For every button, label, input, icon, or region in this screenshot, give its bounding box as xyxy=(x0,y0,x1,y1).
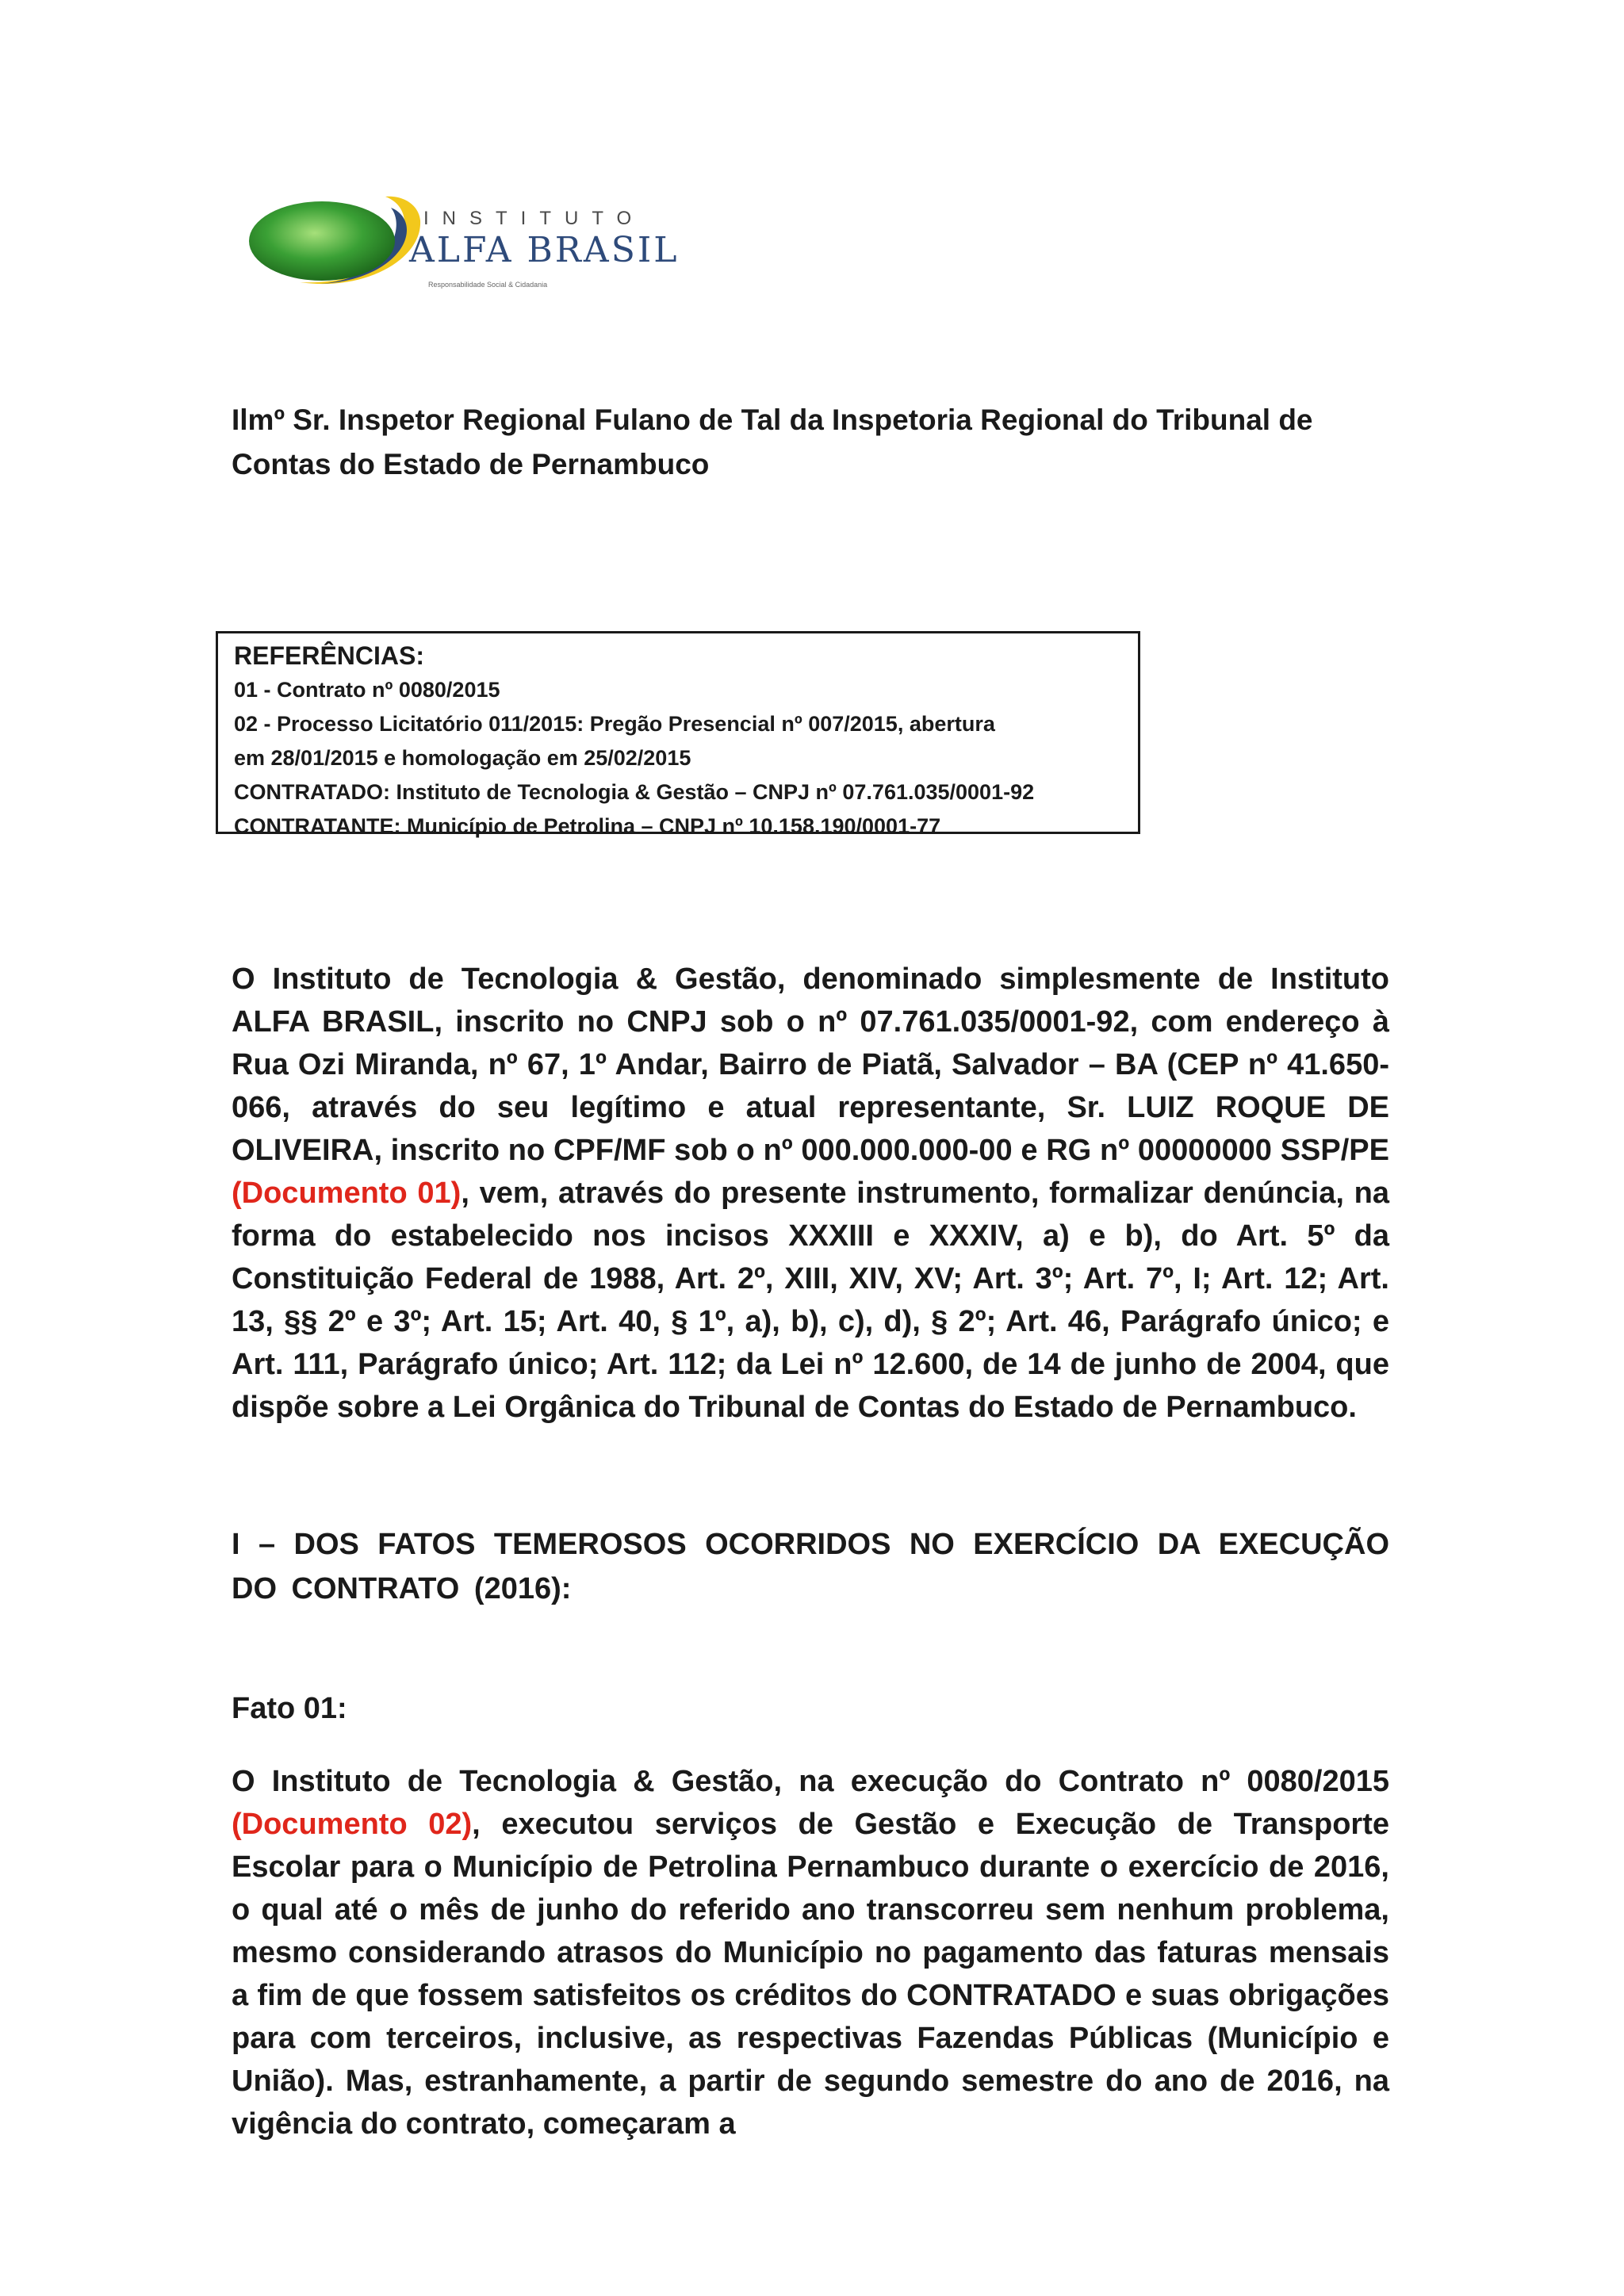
fact-title: Fato 01: xyxy=(232,1692,347,1725)
section-heading: I – DOS FATOS TEMEROSOS OCORRIDOS NO EXERCÍCIO DA EXECUÇÃO DO CONTRATO (2016): xyxy=(232,1528,1389,1605)
reference-line: em 28/01/2015 e homologação em 25/02/2015 xyxy=(234,746,691,770)
reference-line: 02 - Processo Licitatório 011/2015: Pregão Presencial nº 007/2015, abertura xyxy=(234,712,995,736)
reference-line: 01 - Contrato nº 0080/2015 xyxy=(234,678,500,702)
institute-logo xyxy=(244,189,688,300)
document-02-reference: (Documento 02) xyxy=(232,1808,473,1841)
references-box xyxy=(216,631,1140,838)
document-01-reference: (Documento 01) xyxy=(232,1177,462,1210)
globe-swoosh-icon xyxy=(244,189,427,300)
salutation: Ilmº Sr. Inspetor Regional Fulano de Tal da Inspetoria Regional do Tribunal de Contas do Estado de Pernambuco xyxy=(232,404,1313,480)
intro-text-part2: , vem, através do presente instrumento, formalizar denúncia, na forma do estabelecido nos incisos XXXIII e XXXIV, a) e b), do Art. 5º da Constituição Federal de 1988, Art. 2º, XIII, XIV, XV; Art. 3º; Art. 7º, I; Art. 12; Art. 13, §§ 2º e 3º; Art. 15; Art. 40, § 1º, a), b), c), d), § 2º; Art. 46, Parágrafo único; e Art. 111, Parágrafo único; Art. 112; da Lei nº 12.600, de 14 de junho de 2004, que dispõe sobre a Lei Orgânica do Tribunal de Contas do Estado de Pernambuco. xyxy=(232,1177,1389,1424)
fact-paragraph xyxy=(232,1760,1389,2145)
reference-line: CONTRATADO: Instituto de Tecnologia & Gestão – CNPJ nº 07.761.035/0001-92 xyxy=(234,780,1035,804)
intro-paragraph xyxy=(232,958,1389,1429)
reference-line: CONTRATANTE: Município de Petrolina – CNPJ nº 10.158.190/0001-77 xyxy=(234,814,941,838)
logo-text-alfa-brasil: ALFA BRASIL xyxy=(409,230,680,270)
logo-tagline: Responsabilidade Social & Cidadania xyxy=(428,281,548,289)
fact-text-part2: , executou serviços de Gestão e Execução de Transporte Escolar para o Município de Petrolina Pernambuco durante o exercício de 2016, o qual até o mês de junho do referido ano transcorreu sem nenhum problema, mesmo considerando atrasos do Município no pagamento das faturas mensais a fim de que fossem satisfeitos os créditos do CONTRATADO e suas obrigações para com terceiros, inclusive, as respectivas Fazendas Públicas (Município e União). Mas, estranhamente, a partir de segundo semestre do ano de 2016, na vigência do contrato, começaram a xyxy=(232,1808,1389,2141)
fact-text-part1: O Instituto de Tecnologia & Gestão, na execução do Contrato nº 0080/2015 xyxy=(232,1765,1389,1798)
references-title: REFERÊNCIAS: xyxy=(234,641,425,670)
intro-text-part1: O Instituto de Tecnologia & Gestão, denominado simplesmente de Instituto ALFA BRASIL, inscrito no CNPJ sob o nº 07.761.035/0001-92, com endereço à Rua Ozi Miranda, nº 67, 1º Andar, Bairro de Piatã, Salvador – BA (CEP nº 41.650-066, através do seu legítimo e atual representante, Sr. LUIZ ROQUE DE OLIVEIRA, inscrito no CPF/MF sob o nº 000.000.000-00 e RG nº 00000000 SSP/PE xyxy=(232,962,1389,1167)
logo-text-instituto: INSTITUTO xyxy=(423,208,645,229)
